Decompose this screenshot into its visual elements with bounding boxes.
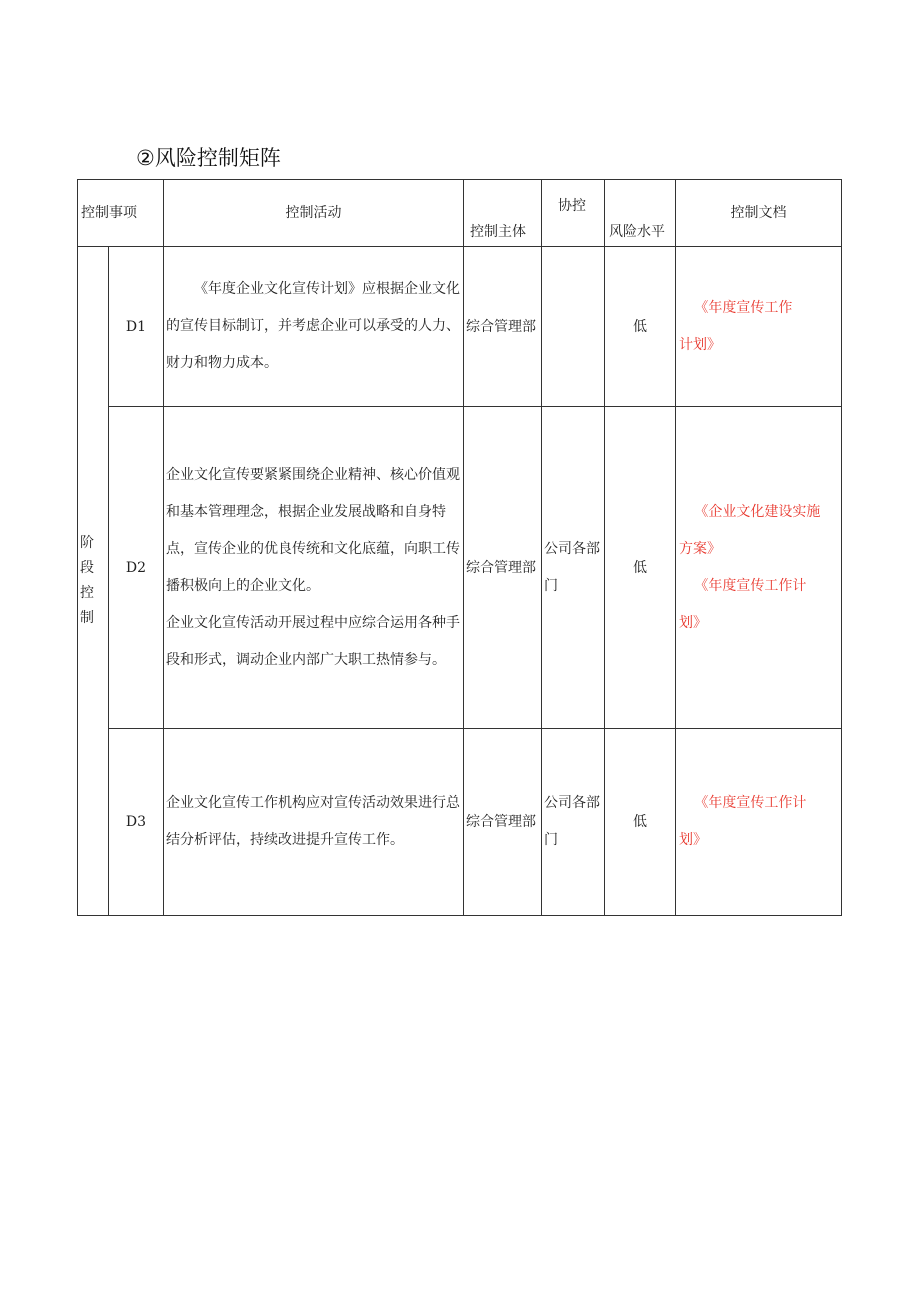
- control-activity: [164, 407, 464, 729]
- header-row: [78, 180, 842, 247]
- control-document: [676, 729, 842, 916]
- control-coop: 公司各部门: [542, 407, 605, 729]
- section-heading: ②风险控制矩阵: [136, 146, 281, 170]
- risk-level: 低: [605, 247, 676, 407]
- activity-text: 《年度企业文化宣传计划》应根据企业文化的宣传目标制订，并考虑企业可以承受的人力、财力和物力成本。: [166, 281, 460, 371]
- stage-char: 阶: [80, 535, 94, 551]
- control-code: D2: [109, 407, 164, 729]
- header-risk-level: 风险水平: [605, 180, 676, 247]
- table-row: [78, 407, 842, 729]
- stage-char: 控: [80, 585, 94, 601]
- control-code: D3: [109, 729, 164, 916]
- risk-level: 低: [605, 407, 676, 729]
- header-control-document: 控制文档: [676, 180, 842, 247]
- activity-text: 企业文化宣传工作机构应对宣传活动效果进行总结分析评估，持续改进提升宣传工作。: [166, 795, 460, 848]
- table-row: [78, 729, 842, 916]
- header-control-subject: 控制主体: [464, 180, 542, 247]
- doc-line: 《年度宣传工作计: [694, 577, 807, 594]
- doc-line: 《年度宣传工作: [694, 299, 793, 316]
- control-subject: 综合管理部: [464, 729, 542, 916]
- control-activity: [164, 247, 464, 407]
- doc-line: 划》: [679, 832, 707, 848]
- doc-line: 《年度宣传工作计: [694, 795, 807, 811]
- control-coop: 公司各部门: [542, 729, 605, 916]
- table-row: [78, 247, 842, 407]
- control-coop: [542, 247, 605, 407]
- control-subject: 综合管理部: [464, 247, 542, 407]
- control-code: D1: [109, 247, 164, 407]
- risk-control-matrix: [77, 179, 842, 916]
- doc-line: 划》: [679, 614, 707, 631]
- header-coop: 协控: [542, 180, 605, 247]
- stage-control-cell: [78, 247, 109, 916]
- control-document: [676, 247, 842, 407]
- activity-paragraph: 企业文化宣传要紧紧围绕企业精神、核心价值观和基本管理理念，根据企业发展战略和自身特点，宣传企业的优良传统和文化底蕴，向职工传播积极向上的企业文化。: [166, 466, 460, 594]
- doc-line: 《企业文化建设实施: [694, 503, 821, 520]
- control-document: [676, 407, 842, 729]
- activity-paragraph: 企业文化宣传活动开展过程中应综合运用各种手段和形式，调动企业内部广大职工热情参与。: [166, 614, 460, 668]
- control-subject: 综合管理部: [464, 407, 542, 729]
- stage-char: 制: [80, 610, 94, 626]
- header-control-activity: 控制活动: [164, 180, 464, 247]
- risk-level: 低: [605, 729, 676, 916]
- doc-line: 方案》: [679, 540, 721, 557]
- doc-line: 计划》: [679, 336, 721, 353]
- header-control-item: 控制事项: [78, 180, 164, 247]
- stage-char: 段: [80, 560, 94, 576]
- control-activity: [164, 729, 464, 916]
